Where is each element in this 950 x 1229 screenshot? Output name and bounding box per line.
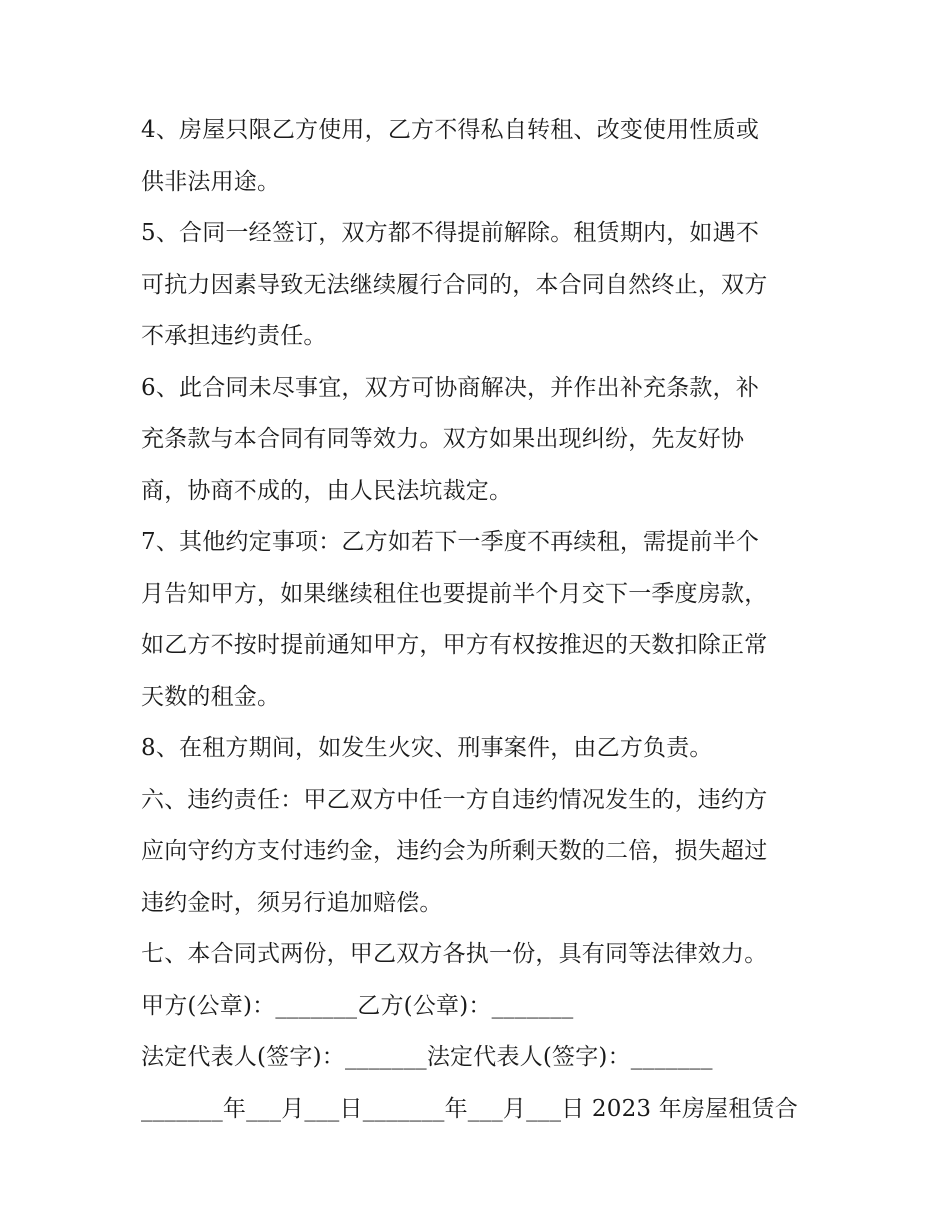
clause-7-line-2: 月告知甲方，如果继续租住也要提前半个月交下一季度房款， xyxy=(141,580,768,607)
date-line: _______年___月___日_______年___月___日 2023 年房屋租赁合 xyxy=(141,1095,798,1122)
clause-4-line-2: 供非法用途。 xyxy=(141,168,281,195)
clause-6-line-2: 充条款与本合同有同等效力。双方如果出现纠纷，先友好协 xyxy=(141,426,745,452)
section-7-line-1: 七、本合同式两份，甲乙双方各执一份，具有同等法律效力。 xyxy=(141,941,768,967)
section-6-line-2: 应向守约方支付违约金，违约会为所剩天数的二倍，损失超过 xyxy=(141,838,768,864)
clause-5-line-1: 5、合同一经签订，双方都不得提前解除。租赁期内，如遇不 xyxy=(141,220,760,246)
clause-7-line-1: 7、其他约定事项：乙方如若下一季度不再续租，需提前半个 xyxy=(141,529,760,555)
clause-7-line-4: 天数的租金。 xyxy=(141,683,281,710)
clause-7-line-3: 如乙方不按时提前通知甲方，甲方有权按推迟的天数扣除正常 xyxy=(141,632,768,658)
clause-5-line-3: 不承担违约责任。 xyxy=(141,323,327,349)
contract-body xyxy=(141,105,821,1135)
section-6-line-1: 六、违约责任：甲乙双方中任一方自违约情况发生的，违约方 xyxy=(141,786,768,813)
section-6-line-3: 违约金时，须另行追加赔偿。 xyxy=(141,889,443,916)
signature-line: 法定代表人(签字)：_______法定代表人(签字)：_______ xyxy=(141,1044,713,1070)
clause-5-line-2: 可抗力因素导致无法继续履行合同的，本合同自然终止，双方 xyxy=(141,271,768,298)
clause-8-line-1: 8、在租方期间，如发生火灾、刑事案件，由乙方负责。 xyxy=(141,735,713,761)
clause-6-line-1: 6、此合同未尽事宜，双方可协商解决，并作出补充条款，补 xyxy=(141,374,760,401)
clause-6-line-3: 商，协商不成的，由人民法坑裁定。 xyxy=(141,477,513,504)
clause-4-line-1: 4、房屋只限乙方使用，乙方不得私自转租、改变使用性质或 xyxy=(141,117,760,143)
seal-line: 甲方(公章)：_______乙方(公章)：_______ xyxy=(141,992,574,1019)
